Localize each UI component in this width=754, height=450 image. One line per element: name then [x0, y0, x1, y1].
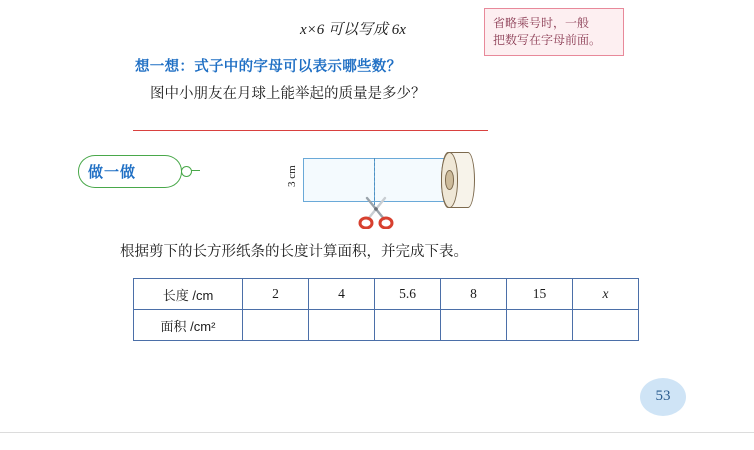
table-cell[interactable]: 5.6 [375, 279, 441, 310]
table-cell[interactable] [375, 310, 441, 341]
table-cell[interactable] [441, 310, 507, 341]
table-row-header: 面积 /cm² [134, 310, 243, 341]
page-number-badge [640, 378, 686, 416]
table-cell[interactable]: 8 [441, 279, 507, 310]
paper-roll-hole-icon [445, 170, 454, 190]
section-tag-label: 做一做 [88, 164, 137, 181]
callout-line-1: 省略乘号时，一般 [493, 16, 590, 30]
table-cell[interactable]: 2 [243, 279, 309, 310]
formula-line [300, 18, 406, 39]
section-tag-tail-icon [191, 170, 200, 171]
table-cell[interactable]: x [573, 279, 639, 310]
section-divider [133, 130, 488, 131]
callout-line-2: 把数写在字母前面。 [493, 33, 602, 47]
section-tag [78, 155, 200, 188]
height-dimension-text: 3 cm [286, 165, 298, 187]
formula-text: x×6 可以写成 6x [300, 22, 406, 38]
table-row-header: 长度 /cm [134, 279, 243, 310]
section-tag-knot-icon [181, 166, 192, 177]
question-blue: 想一想：式子中的字母可以表示哪些数？ [135, 59, 402, 75]
table-row [134, 279, 639, 310]
page-number-text: 53 [655, 388, 671, 404]
area-table [133, 278, 639, 341]
instruction-text: 根据剪下的长方形纸条的长度计算面积，并完成下表。 [120, 244, 468, 260]
question-black: 图中小朋友在月球上能举起的质量是多少？ [150, 86, 426, 102]
table-cell[interactable] [309, 310, 375, 341]
table-cell[interactable] [507, 310, 573, 341]
paper-roll-illustration [285, 150, 495, 225]
table-cell[interactable]: 15 [507, 279, 573, 310]
height-dimension-label [283, 158, 301, 202]
table-cell[interactable]: 4 [309, 279, 375, 310]
table-row [134, 310, 639, 341]
table-cell[interactable] [243, 310, 309, 341]
scissors-icon [357, 195, 397, 229]
footer-divider [0, 432, 754, 433]
callout-box [484, 8, 624, 56]
table-cell[interactable] [573, 310, 639, 341]
